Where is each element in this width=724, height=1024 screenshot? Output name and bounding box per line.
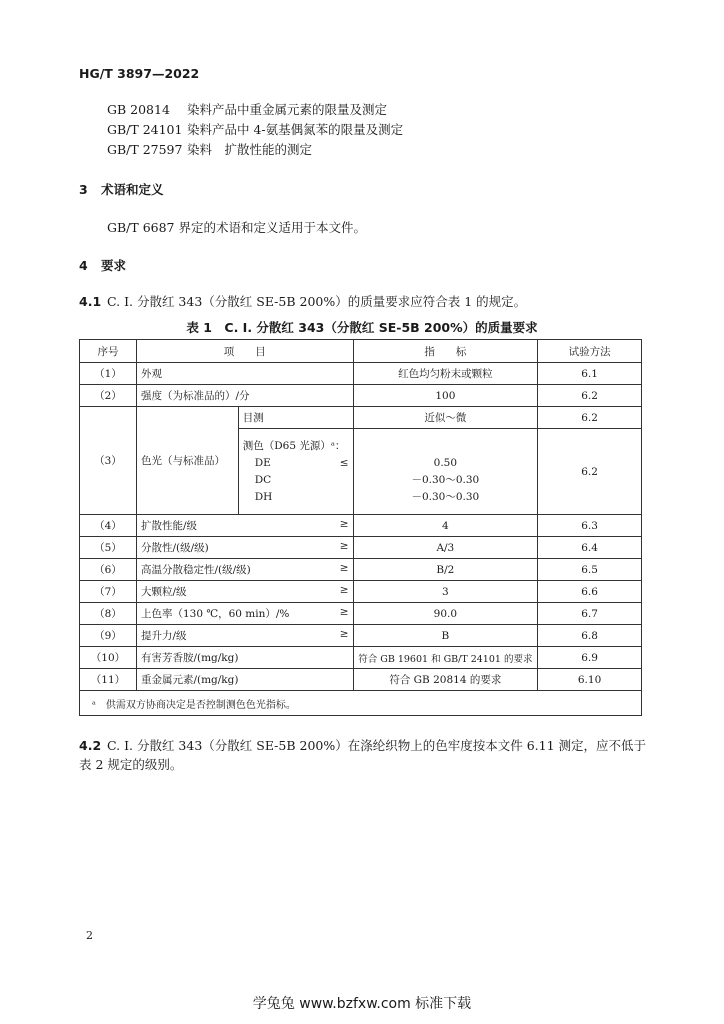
row-value: 符合 GB 19601 和 GB/T 24101 的要求 xyxy=(353,647,538,669)
shade-param-dh: DH xyxy=(254,490,273,503)
table-row xyxy=(80,559,642,581)
row-item-label: 大颗粒/级 xyxy=(140,586,187,598)
row-number: （8） xyxy=(80,603,137,625)
row-value: 100 xyxy=(353,385,538,407)
download-watermark: 学兔兔 www.bzfxw.com 标准下载 xyxy=(252,996,472,1012)
row-method: 6.8 xyxy=(538,625,642,647)
row-item xyxy=(136,581,353,603)
row-value: 4 xyxy=(353,515,538,537)
reference-title: 染料产品中重金属元素的限量及测定 xyxy=(187,102,388,117)
greater-equal-symbol: ≥ xyxy=(339,562,349,574)
row-number: （10） xyxy=(80,647,137,669)
row-item-label: 提升力/级 xyxy=(140,630,187,642)
row-method: 6.2 xyxy=(538,385,642,407)
row-item xyxy=(136,625,353,647)
row-method: 6.6 xyxy=(538,581,642,603)
row-item xyxy=(136,385,353,407)
row-method: 6.2 xyxy=(538,429,642,515)
section-number: 4 xyxy=(79,258,88,273)
table-row-shade-visual xyxy=(80,407,642,429)
table-row xyxy=(80,385,642,407)
shade-visual-label: 目测 xyxy=(238,407,353,429)
row-item xyxy=(136,669,353,691)
table-row xyxy=(80,363,642,385)
row-value: B xyxy=(353,625,538,647)
row-item xyxy=(136,515,353,537)
section-heading-4 xyxy=(79,256,126,274)
clause-number: 4.1 xyxy=(79,294,102,309)
row-number: （3） xyxy=(80,407,137,515)
page-number: 2 xyxy=(86,929,93,942)
row-number: （9） xyxy=(80,625,137,647)
row-item-label: 扩散性能/级 xyxy=(140,520,197,532)
row-number: （2） xyxy=(80,385,137,407)
header-index: 指 标 xyxy=(353,340,538,363)
row-item-label: 外观 xyxy=(140,368,162,380)
section-heading-3 xyxy=(79,180,164,198)
row-item-label: 有害芳香胺/(mg/kg) xyxy=(140,652,239,664)
row-item: 色光（与标准品） xyxy=(136,407,238,515)
clause-text: C. I. 分散红 343（分散红 SE-5B 200%）的质量要求应符合表 1 的规定。 xyxy=(107,294,527,309)
section-title: 要求 xyxy=(101,258,127,273)
standard-number-header: HG/T 3897—2022 xyxy=(79,66,200,81)
shade-value-de: 0.50 xyxy=(433,456,458,469)
row-item xyxy=(136,647,353,669)
reference-code: GB/T 27597 xyxy=(107,142,183,157)
row-number: （6） xyxy=(80,559,137,581)
greater-equal-symbol: ≥ xyxy=(339,606,349,618)
clause-number: 4.2 xyxy=(79,738,102,753)
less-equal-symbol: ≤ xyxy=(339,456,349,469)
table-caption: 表 1 C. I. 分散红 343（分散红 SE-5B 200%）的质量要求 xyxy=(186,320,538,335)
table-row xyxy=(80,581,642,603)
shade-instrument-values xyxy=(353,429,538,515)
table-header-row xyxy=(80,340,642,363)
row-item xyxy=(136,603,353,625)
section-number: 3 xyxy=(79,182,88,197)
reference-item xyxy=(107,100,387,118)
header-test-method: 试验方法 xyxy=(538,340,642,363)
reference-item xyxy=(107,140,312,158)
reference-title: 染料 扩散性能的测定 xyxy=(187,142,313,157)
shade-instrument-cell xyxy=(238,429,353,515)
table-row xyxy=(80,669,642,691)
clause-text: C. I. 分散红 343（分散红 SE-5B 200%）在涤纶织物上的色牢度按本文件 6.11 测定，应不低于 xyxy=(107,738,647,753)
row-item xyxy=(136,537,353,559)
shade-value-dh: －0.30～0.30 xyxy=(411,490,480,503)
row-item-label: 上色率（130 ℃，60 min）/% xyxy=(140,608,290,620)
row-value: B/2 xyxy=(353,559,538,581)
table-footnote-row xyxy=(80,691,642,716)
table-row xyxy=(80,603,642,625)
row-method: 6.9 xyxy=(538,647,642,669)
greater-equal-symbol: ≥ xyxy=(339,628,349,640)
quality-requirements-table xyxy=(79,339,642,716)
row-item-label: 高温分散稳定性/(级/级) xyxy=(140,564,251,576)
row-number: （11） xyxy=(80,669,137,691)
row-item-label: 分散性/(级/级) xyxy=(140,542,209,554)
row-method: 6.4 xyxy=(538,537,642,559)
row-number: （4） xyxy=(80,515,137,537)
header-serial-no: 序号 xyxy=(80,340,137,363)
table-row xyxy=(80,515,642,537)
row-method: 6.10 xyxy=(538,669,642,691)
shade-visual-value: 近似～微 xyxy=(353,407,538,429)
row-value: 90.0 xyxy=(353,603,538,625)
table-row xyxy=(80,625,642,647)
row-item-label: 强度（为标准品的）/分 xyxy=(140,390,250,402)
shade-value-dc: －0.30～0.30 xyxy=(411,473,480,486)
shade-param-de: DE ≤ xyxy=(243,455,349,472)
row-method: 6.1 xyxy=(538,363,642,385)
row-number: （7） xyxy=(80,581,137,603)
row-method: 6.3 xyxy=(538,515,642,537)
section-title: 术语和定义 xyxy=(101,182,164,197)
clause-4-1 xyxy=(79,292,526,310)
reference-item xyxy=(107,120,403,138)
row-value: 红色均匀粉末或颗粒 xyxy=(353,363,538,385)
row-method: 6.2 xyxy=(538,407,642,429)
row-value: 3 xyxy=(353,581,538,603)
shade-param-dc: DC xyxy=(254,473,272,486)
row-item xyxy=(136,363,353,385)
row-item-label: 重金属元素/(mg/kg) xyxy=(140,674,239,686)
table-row xyxy=(80,537,642,559)
shade-instrument-label: 测色（D65 光源）ᵃ： xyxy=(242,439,346,452)
row-item xyxy=(136,559,353,581)
reference-code: GB 20814 xyxy=(107,102,170,117)
table-footnote: ᵃ 供需双方协商决定是否控制测色色光指标。 xyxy=(80,691,642,716)
section-3-paragraph: GB/T 6687 界定的术语和定义适用于本文件。 xyxy=(107,220,366,235)
row-method: 6.5 xyxy=(538,559,642,581)
clause-4-2-continuation: 表 2 规定的级别。 xyxy=(79,757,183,772)
clause-4-2 xyxy=(79,736,646,754)
header-item: 项 目 xyxy=(136,340,353,363)
greater-equal-symbol: ≥ xyxy=(339,584,349,596)
row-number: （5） xyxy=(80,537,137,559)
row-number: （1） xyxy=(80,363,137,385)
row-value: A/3 xyxy=(353,537,538,559)
reference-code: GB/T 24101 xyxy=(107,122,183,137)
greater-equal-symbol: ≥ xyxy=(339,540,349,552)
greater-equal-symbol: ≥ xyxy=(339,518,349,530)
reference-title: 染料产品中 4-氨基偶氮苯的限量及测定 xyxy=(187,122,404,137)
row-value: 符合 GB 20814 的要求 xyxy=(353,669,538,691)
row-method: 6.7 xyxy=(538,603,642,625)
table-row xyxy=(80,647,642,669)
